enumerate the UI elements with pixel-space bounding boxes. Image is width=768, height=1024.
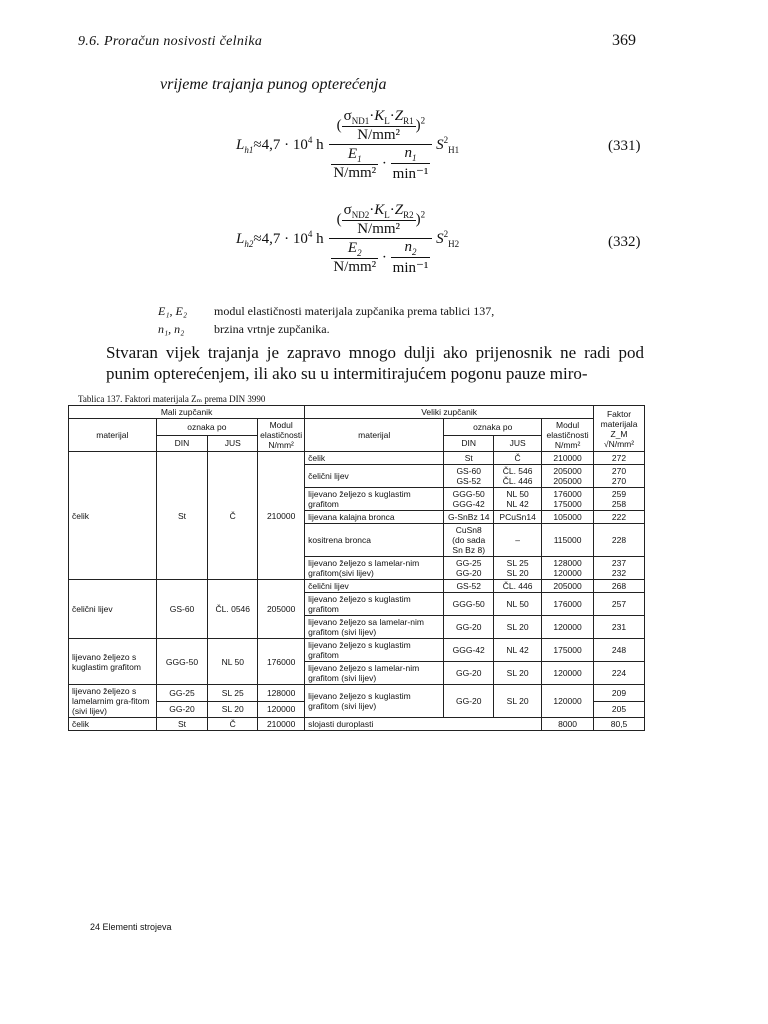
mali-modul-cell: 120000 <box>258 701 305 718</box>
mali-din-cell: GG-20 <box>156 701 208 718</box>
mali-din-cell: St <box>156 718 208 731</box>
mali-din-cell: GGG-50 <box>156 639 208 685</box>
veliki-modul-cell: 120000 <box>542 616 594 639</box>
th-modul-veliki: Modul elastičnosti N/mm² <box>542 419 594 452</box>
veliki-material-cell: kositrena bronca <box>305 524 444 557</box>
table-row <box>69 639 645 662</box>
th-jus-mali: JUS <box>208 435 258 452</box>
equation-number-331: (331) <box>608 138 641 154</box>
th-faktor: Faktor materijala Z_M √N/mm² <box>594 406 645 452</box>
veliki-modul-cell: 128000 120000 <box>542 557 594 580</box>
mali-jus-cell: Č <box>208 452 258 580</box>
mali-material-cell: čelični lijev <box>69 580 157 639</box>
th-materijal-mali: materijal <box>69 419 157 452</box>
factor-cell: 209 <box>594 685 645 702</box>
veliki-material-cell: slojasti duroplasti <box>305 718 542 731</box>
veliki-din-cell: CuSn8 (do sada Sn Bz 8) <box>444 524 494 557</box>
mali-jus-cell: ČL. 0546 <box>208 580 258 639</box>
table-caption: Tablica 137. Faktori materijala Zₘ prema DIN 3990 <box>78 394 266 404</box>
veliki-din-cell: GGG-50 <box>444 593 494 616</box>
veliki-jus-cell: SL 20 <box>494 662 542 685</box>
factor-cell: 272 <box>594 452 645 465</box>
mali-jus-cell: SL 20 <box>208 701 258 718</box>
veliki-din-cell: GGG-50 GGG-42 <box>444 488 494 511</box>
th-modul-mali: Modul elastičnosti N/mm² <box>258 419 305 452</box>
th-din-mali: DIN <box>156 435 208 452</box>
veliki-material-cell: čelični lijev <box>305 580 444 593</box>
mali-modul-cell: 205000 <box>258 580 305 639</box>
veliki-modul-cell: 120000 <box>542 685 594 718</box>
veliki-material-cell: lijevano željezo s kuglastim grafitom <box>305 488 444 511</box>
mali-din-cell: St <box>156 452 208 580</box>
veliki-jus-cell: NL 42 <box>494 639 542 662</box>
veliki-material-cell: lijevano željezo s kuglastim grafitom (sivi lijev) <box>305 685 444 718</box>
material-factor-table <box>68 405 645 731</box>
veliki-jus-cell: ČL. 546 ČL. 446 <box>494 465 542 488</box>
mali-jus-cell: Č <box>208 718 258 731</box>
veliki-material-cell: čelik <box>305 452 444 465</box>
equation-number-332: (332) <box>608 234 641 250</box>
veliki-material-cell: lijevano željezo s lamelar-nim grafitom(sivi lijev) <box>305 557 444 580</box>
veliki-modul-cell: 210000 <box>542 452 594 465</box>
table-row <box>69 685 645 702</box>
factor-cell: 205 <box>594 701 645 718</box>
factor-cell: 231 <box>594 616 645 639</box>
veliki-din-cell: St <box>444 452 494 465</box>
veliki-din-cell: GG-25 GG-20 <box>444 557 494 580</box>
veliki-jus-cell: SL 25 SL 20 <box>494 557 542 580</box>
definition-n: n₁, n₂ brzina vrtnje zupčanika. <box>158 322 330 336</box>
veliki-jus-cell: Č <box>494 452 542 465</box>
veliki-jus-cell: NL 50 <box>494 593 542 616</box>
veliki-modul-cell: 205000 <box>542 580 594 593</box>
veliki-modul-cell: 105000 <box>542 511 594 524</box>
veliki-material-cell: lijevano željezo s kuglastim grafitom <box>305 639 444 662</box>
th-oznaka-veliki: oznaka po <box>444 419 542 436</box>
veliki-din-cell: GG-20 <box>444 616 494 639</box>
veliki-material-cell: lijevana kalajna bronca <box>305 511 444 524</box>
veliki-jus-cell: ČL. 446 <box>494 580 542 593</box>
body-paragraph: Stvaran vijek trajanja je zapravo mnogo dulji ako prijenosnik ne radi pod punim opterećenjem, ili ako su u intermitirajućem pogonu pauze miro- <box>106 343 644 383</box>
th-jus-veliki: JUS <box>494 435 542 452</box>
mali-modul-cell: 210000 <box>258 718 305 731</box>
veliki-jus-cell: NL 50 NL 42 <box>494 488 542 511</box>
mali-modul-cell: 210000 <box>258 452 305 580</box>
factor-cell: 224 <box>594 662 645 685</box>
mali-jus-cell: NL 50 <box>208 639 258 685</box>
factor-cell: 248 <box>594 639 645 662</box>
th-materijal-veliki: materijal <box>305 419 444 452</box>
equation-331: $L_{h1}\approx 4,7 \cdot 10^4$ h ( $\frac{\sigma_{ND1}\cdot K_L\cdot Z_{R1}}{\text{N/mm²}}$ )$^2$ $\frac{E_1}{\text{N/mm²}}$ · $\frac{n_1}{\text{min⁻¹}}$ $S^2_{H1}$ <box>236 108 460 182</box>
table-row <box>69 580 645 593</box>
th-mali: Mali zupčanik <box>69 406 305 419</box>
veliki-jus-cell: SL 20 <box>494 616 542 639</box>
th-din-veliki: DIN <box>444 435 494 452</box>
veliki-jus-cell: PCuSn14 <box>494 511 542 524</box>
factor-cell: 270 270 <box>594 465 645 488</box>
factor-cell: 259 258 <box>594 488 645 511</box>
veliki-material-cell: lijevano željezo s lamelar-nim grafitom (sivi lijev) <box>305 662 444 685</box>
mali-material-cell: čelik <box>69 718 157 731</box>
factor-cell: 228 <box>594 524 645 557</box>
definition-e: E₁, E₂ modul elastičnosti materijala zupčanika prema tablici 137, <box>158 304 495 318</box>
veliki-modul-cell: 175000 <box>542 639 594 662</box>
mali-din-cell: GG-25 <box>156 685 208 702</box>
veliki-modul-cell: 176000 175000 <box>542 488 594 511</box>
veliki-modul-cell: 205000 205000 <box>542 465 594 488</box>
veliki-din-cell: GG-20 <box>444 685 494 718</box>
veliki-jus-cell: – <box>494 524 542 557</box>
symbol-definitions <box>158 302 494 338</box>
intro-line: vrijeme trajanja punog opterećenja <box>160 76 387 93</box>
veliki-modul-cell: 115000 <box>542 524 594 557</box>
veliki-modul-cell: 176000 <box>542 593 594 616</box>
veliki-jus-cell: SL 20 <box>494 685 542 718</box>
veliki-material-cell: čelični lijev <box>305 465 444 488</box>
th-oznaka-mali: oznaka po <box>156 419 258 436</box>
veliki-din-cell: G-SnBz 14 <box>444 511 494 524</box>
table-row <box>69 718 645 731</box>
factor-cell: 80,5 <box>594 718 645 731</box>
mali-din-cell: GS-60 <box>156 580 208 639</box>
th-veliki: Veliki zupčanik <box>305 406 594 419</box>
mali-material-cell: čelik <box>69 452 157 580</box>
veliki-din-cell: GG-20 <box>444 662 494 685</box>
running-header: 9.6. Proračun nosivosti čelnika <box>78 34 263 49</box>
mali-modul-cell: 176000 <box>258 639 305 685</box>
equation-332: $L_{h2}\approx 4,7 \cdot 10^4$ h ( $\frac{\sigma_{ND2}\cdot K_L\cdot Z_{R2}}{\text{N/mm²}}$ )$^2$ $\frac{E_2}{\text{N/mm²}}$ · $\frac{n_2}{\text{min⁻¹}}$ $S^2_{H2}$ <box>236 202 460 276</box>
mali-modul-cell: 128000 <box>258 685 305 702</box>
veliki-din-cell: GS-60 GS-52 <box>444 465 494 488</box>
veliki-material-cell: lijevano željezo s kuglastim grafitom <box>305 593 444 616</box>
factor-cell: 237 232 <box>594 557 645 580</box>
mali-material-cell: lijevano željezo s lamelarnim gra-fitom (sivi lijev) <box>69 685 157 718</box>
veliki-material-cell: lijevano željezo sa lamelar-nim grafitom (sivi lijev) <box>305 616 444 639</box>
factor-cell: 257 <box>594 593 645 616</box>
veliki-din-cell: GS-52 <box>444 580 494 593</box>
veliki-din-cell: GGG-42 <box>444 639 494 662</box>
page-number: 369 <box>612 32 636 49</box>
factor-cell: 268 <box>594 580 645 593</box>
mali-jus-cell: SL 25 <box>208 685 258 702</box>
veliki-modul-cell: 120000 <box>542 662 594 685</box>
veliki-modul-cell: 8000 <box>542 718 594 731</box>
mali-material-cell: lijevano željezo s kuglastim grafitom <box>69 639 157 685</box>
table-row <box>69 452 645 465</box>
factor-cell: 222 <box>594 511 645 524</box>
page-footer: 24 Elementi strojeva <box>90 922 172 932</box>
